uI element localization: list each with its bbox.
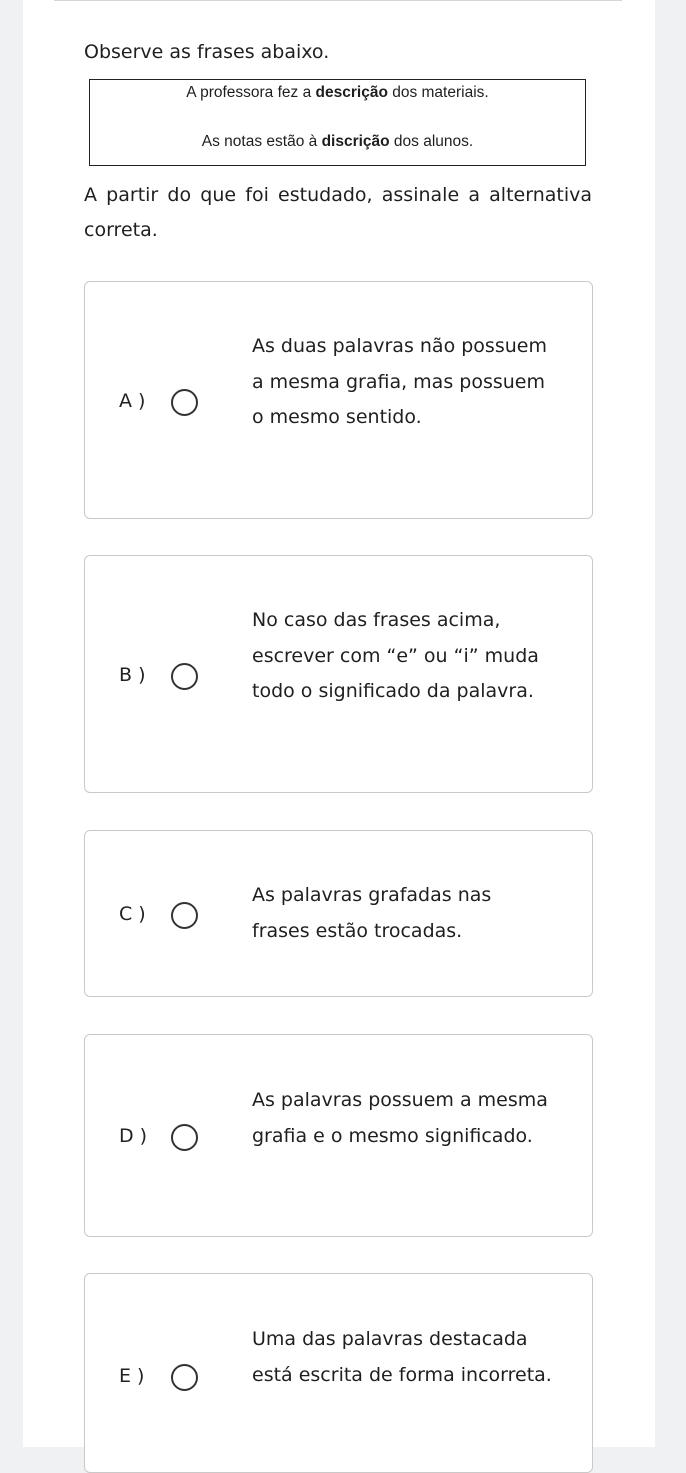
question-prompt: Observe as frases abaixo. (84, 41, 330, 63)
option-e-radio-icon[interactable] (171, 1364, 198, 1391)
option-d-text: As palavras possuem a mesma grafia e o mesmo significado. (252, 1089, 548, 1147)
option-e-letter: E ) (119, 1365, 145, 1387)
sentence-1-before: A professora fez a (186, 84, 316, 101)
option-d-radio-icon[interactable] (171, 1124, 198, 1151)
quoted-sentences-box (89, 79, 586, 166)
option-b-letter: B ) (119, 664, 146, 686)
option-c-radio-icon[interactable] (171, 902, 198, 929)
option-b[interactable] (84, 555, 593, 793)
option-b-text: No caso das frases acima, escrever com “e” ou “i” muda todo o significado da palavra. (252, 609, 539, 702)
option-a-text: As duas palavras não possuem a mesma grafia, mas possuem o mesmo sentido. (252, 335, 547, 428)
sentence-2-highlighted-word: discrição (321, 133, 390, 150)
option-b-radio-icon[interactable] (171, 663, 198, 690)
sentence-2-after: dos alunos. (389, 133, 474, 150)
option-e-text: Uma das palavras destacada está escrita de forma incorreta. (252, 1328, 552, 1386)
top-divider (54, 0, 622, 1)
option-c[interactable] (84, 830, 593, 997)
option-a[interactable] (84, 281, 593, 519)
option-a-radio-icon[interactable] (171, 389, 198, 416)
sentence-1-after: dos materiais. (387, 84, 489, 101)
option-d-letter: D ) (119, 1125, 148, 1147)
sentence-1-highlighted-word: descrição (315, 84, 388, 101)
option-a-letter: A ) (119, 390, 146, 412)
sentence-2-before: As notas estão à (201, 133, 322, 150)
option-c-text: As palavras grafadas nas frases estão trocadas. (252, 884, 492, 942)
quoted-sentence-2 (90, 133, 585, 151)
quoted-sentence-1 (90, 84, 585, 102)
option-d[interactable] (84, 1034, 593, 1237)
option-e[interactable] (84, 1273, 593, 1473)
question-instruction: A partir do que foi estudado, assinale a alternativa correta. (84, 184, 592, 241)
option-c-letter: C ) (119, 903, 146, 925)
